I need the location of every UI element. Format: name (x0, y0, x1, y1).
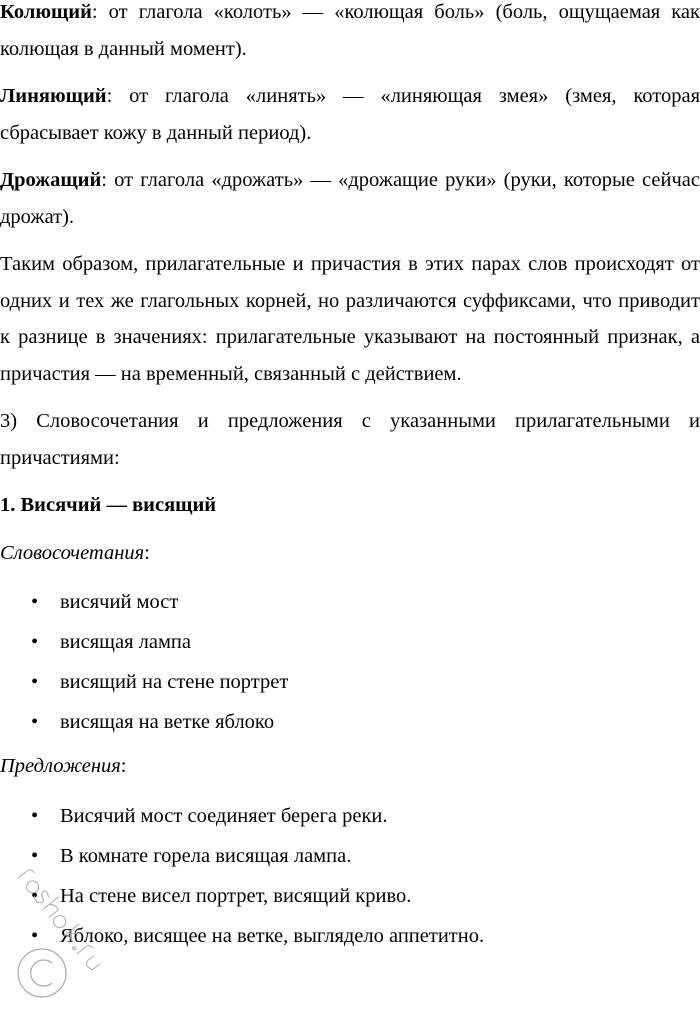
definition-text: : от глагола «колоть» — «колющая боль» (боль, ощущаемая как колющая в данный момент). (0, 1, 700, 60)
section-heading-text: 1. Висячий — висящий (0, 494, 217, 516)
bullet-icon: • (31, 711, 39, 733)
bullet-icon: • (31, 844, 39, 867)
list-item (0, 662, 700, 702)
phrases-label (0, 535, 700, 572)
definition-drozhashchiy (0, 162, 700, 235)
list-item (0, 916, 700, 956)
bullet-icon: • (31, 924, 39, 947)
sentences-label (0, 748, 700, 785)
list-item-text: висящая лампа (60, 631, 191, 653)
sentences-label-text: Предложения (0, 755, 121, 777)
bullet-icon: • (31, 591, 39, 613)
bullet-icon: • (31, 884, 39, 907)
list-item-text: висячий мост (60, 591, 179, 613)
list-item (0, 876, 700, 916)
list-item-text: висящая на ветке яблоко (60, 711, 275, 733)
sentences-list (0, 796, 700, 956)
phrases-label-text: Словосочетания (0, 541, 145, 564)
definition-koliushchiy (0, 0, 700, 67)
list-item-text: Яблоко, висящее на ветке, выглядело аппетитно. (60, 924, 485, 947)
term: Линяющий (0, 85, 107, 107)
section-heading (0, 487, 700, 524)
term: Колющий (0, 1, 92, 23)
list-item (0, 796, 700, 836)
list-item (0, 582, 700, 622)
phrases-list (0, 582, 700, 742)
list-item (0, 622, 700, 662)
list-item (0, 836, 700, 876)
definition-text: : от глагола «линять» — «линяющая змея» (змея, которая сбрасывает кожу в данный период). (0, 85, 700, 144)
bullet-icon: • (31, 671, 39, 693)
colon: : (144, 541, 150, 564)
bullet-icon: • (31, 631, 39, 653)
conclusion-paragraph: Таким образом, прилагательные и причастия в этих парах слов происходят от одних и тех же глагольных корней, но различаются суффиксами, что приводит к разнице в значениях: прилагательные указывают на постоянный признак, а причастия — на временный, связанный с действием. (0, 253, 700, 385)
term: Дрожащий (0, 169, 102, 191)
definition-liniayushchiy (0, 78, 700, 151)
bullet-icon: • (31, 804, 39, 827)
list-item-text: В комнате горела висящая лампа. (60, 844, 352, 867)
copyright-c-icon (31, 960, 52, 986)
list-item-text: висящий на стене портрет (60, 671, 289, 693)
task-3-paragraph: 3) Словосочетания и предложения с указанными прилагательными и причастиями: (0, 410, 700, 469)
list-item (0, 702, 700, 742)
list-item-text: На стене висел портрет, висящий криво. (60, 884, 412, 907)
colon: : (120, 755, 127, 777)
list-item-text: Висячий мост соединяет берега реки. (60, 804, 388, 827)
definition-text: : от глагола «дрожать» — «дрожащие руки» (руки, которые сейчас дрожат). (0, 169, 700, 228)
